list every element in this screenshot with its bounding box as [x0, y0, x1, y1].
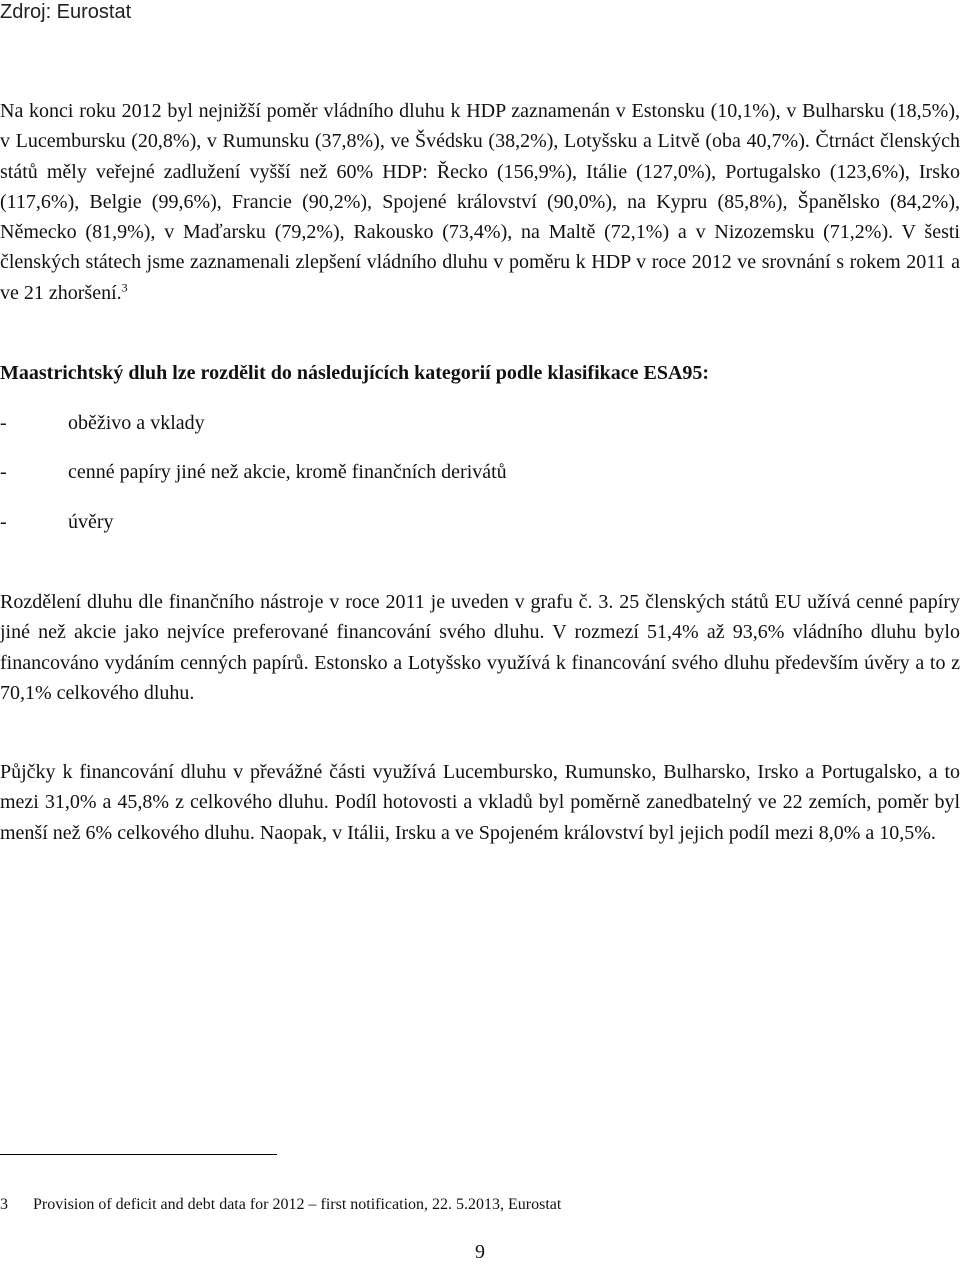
footnote-text: Provision of deficit and debt data for 2012 – first notification, 22. 5.2013, Eurostat — [33, 1196, 562, 1213]
list-item-text: úvěry — [68, 511, 114, 533]
page-number: 9 — [475, 1241, 485, 1263]
list-item-text: cenné papíry jiné než akcie, kromě finančních derivátů — [68, 461, 507, 483]
footnote — [0, 1194, 561, 1216]
footnote-separator — [0, 1154, 277, 1155]
paragraph-government-debt — [0, 96, 960, 308]
list-item — [0, 408, 205, 438]
paragraph-text: Na konci roku 2012 byl nejnižší poměr vládního dluhu k HDP zaznamenán v Estonsku (10,1%), v Bulharsku (18,5%), v Lucembursku (20,8%), v Rumunsku (37,8%), ve Švédsku (38,2%), Lotyšsku a Litvě (oba 40,7%). Čtrnáct členských států měly veřejné zadlužení vyšší než 60% HDP: Řecko (156,9%), Itálie (127,0%), Portugalsko (123,6%), Irsko (117,6%), Belgie (99,6%), Francie (90,2%), Spojené království (90,0%), na Kypru (85,8%), Španělsko (84,2%), Německo (81,9%), v Maďarsku (79,2%), Rakousko (73,4%), na Maltě (72,1%) a v Nizozemsku (71,2%). V šesti členských státech jsme zaznamenali zlepšení vládního dluhu v poměru k HDP v roce 2012 ve srovnání s rokem 2011 a ve 21 zhoršení. — [0, 100, 960, 304]
list-item — [0, 457, 507, 487]
bullet-dash: - — [0, 511, 7, 533]
paragraph-loans: Půjčky k financování dluhu v převážné části využívá Lucembursko, Rumunsko, Bulharsko, Irsko a Portugalsko, a to mezi 31,0% a 45,8% z celkového dluhu. Podíl hotovosti a vkladů byl poměrně zanedbatelný ve 22 zemích, poměr byl menší než 6% celkového dluhu. Naopak, v Itálii, Irsku a ve Spojeném království byl jejich podíl mezi 8,0% a 10,5%. — [0, 761, 960, 844]
footnote-reference[interactable]: 3 — [121, 280, 128, 295]
paragraph-debt-instruments: Rozdělení dluhu dle finančního nástroje v roce 2011 je uveden v grafu č. 3. 25 členských států EU užívá cenné papíry jiné než akcie jako nejvíce preferované financování svého dluhu. V rozmezí 51,4% až 93,6% vládního dluhu bylo financováno vydáním cenných papírů. Estonsko a Lotyšsko využívá k financování svého dluhu především úvěry a to z 70,1% celkového dluhu. — [0, 591, 960, 704]
list-item — [0, 507, 114, 537]
bullet-dash: - — [0, 461, 7, 483]
list-item-text: oběživo a vklady — [68, 412, 205, 434]
footnote-number: 3 — [0, 1196, 8, 1213]
bullet-dash: - — [0, 412, 7, 434]
source-label: Zdroj: Eurostat — [0, 1, 132, 23]
section-heading: Maastrichtský dluh lze rozdělit do následujících kategorií podle klasifikace ESA95: — [0, 362, 710, 384]
